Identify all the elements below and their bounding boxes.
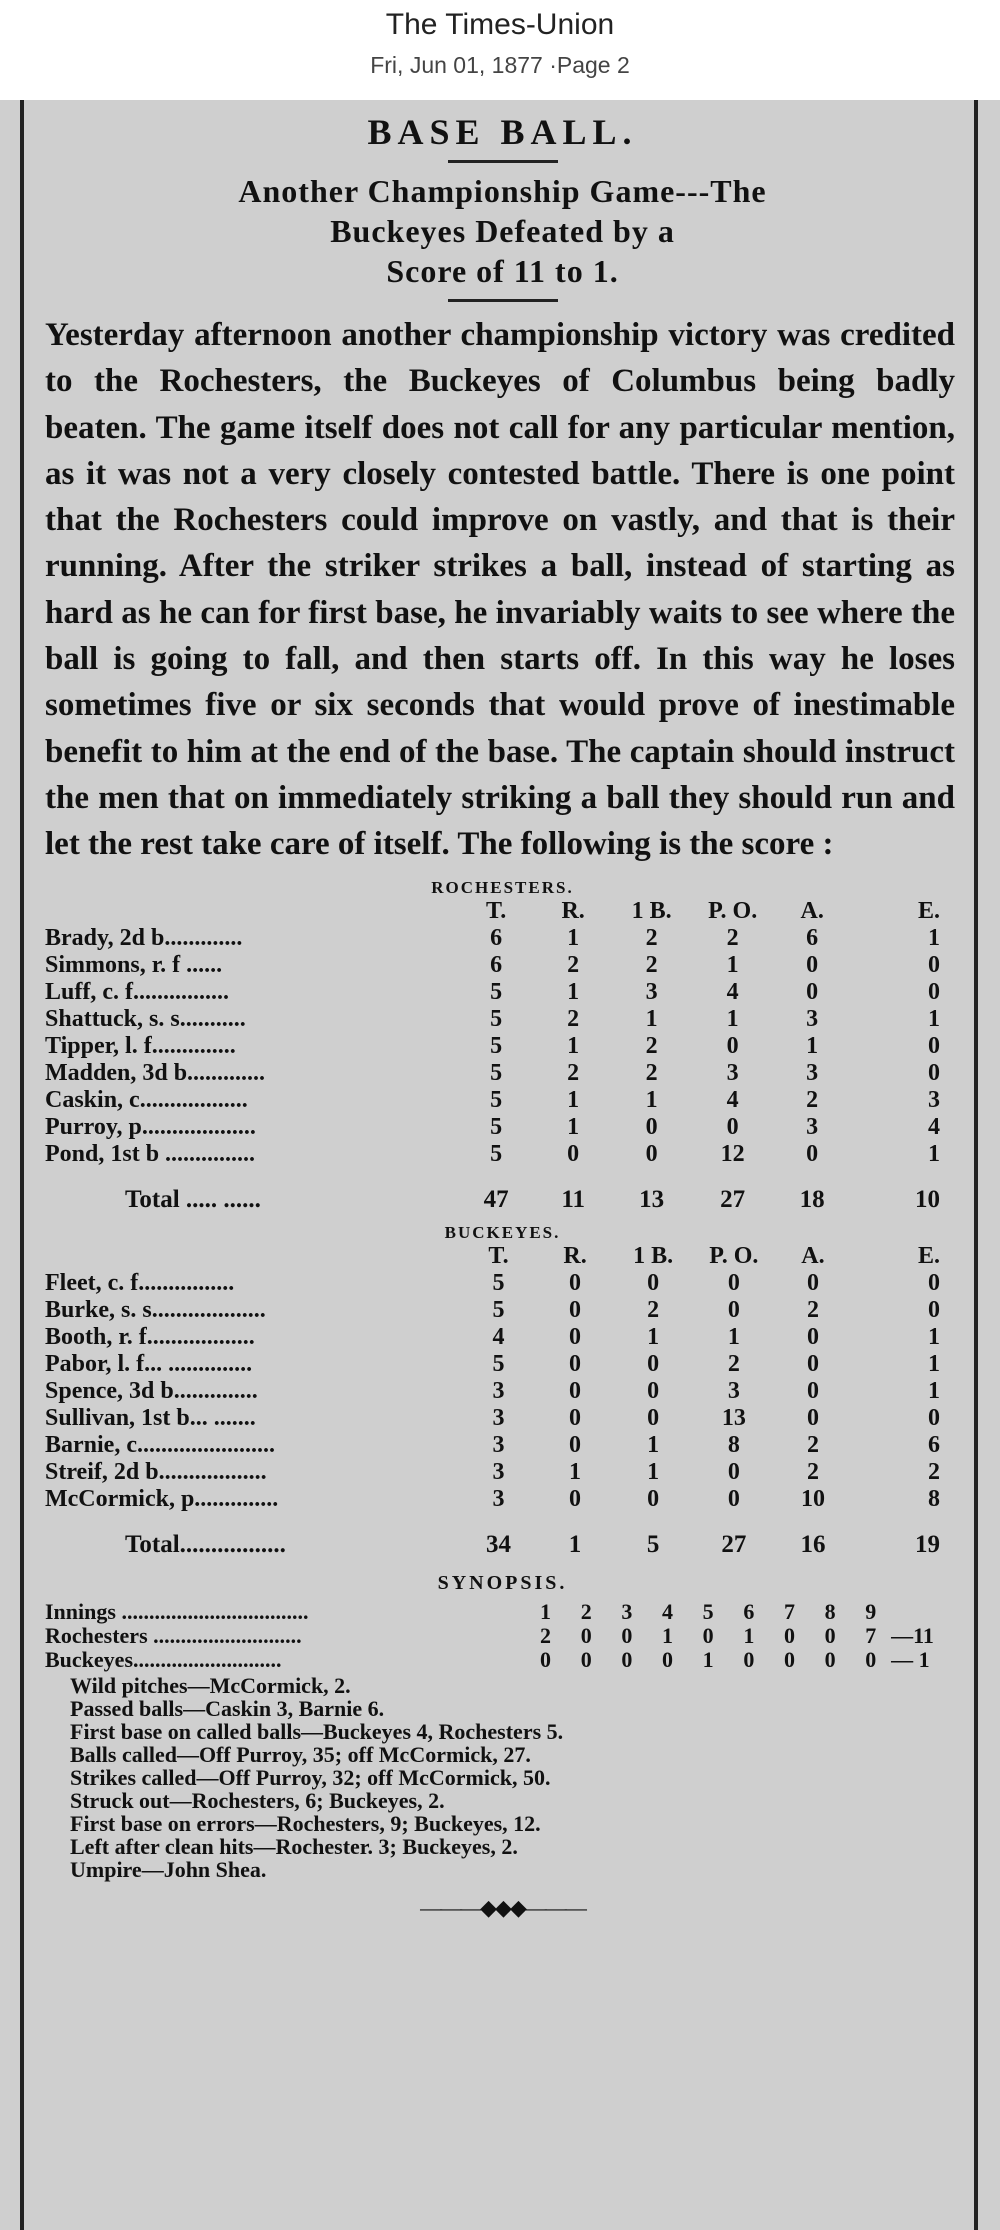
stat-cell: 0 (647, 1377, 660, 1404)
game-notes (45, 1674, 960, 1881)
stat-cell: 10 (800, 1485, 825, 1512)
stat-cell: 1 (567, 1086, 580, 1113)
inning-cell: 0 (621, 1646, 633, 1672)
inning-cell: 4 (662, 1598, 674, 1624)
stat-cell: 3 (492, 1377, 505, 1404)
ornament-divider: ———◆◆◆——— (420, 1894, 585, 1920)
innings-table (45, 1600, 960, 1672)
stat-cell: 3 (492, 1431, 505, 1458)
stat-cell: 1 (928, 924, 940, 951)
table-row (45, 1006, 960, 1033)
total-cell: 34 (486, 1530, 512, 1558)
inning-cell: 9 (865, 1598, 877, 1624)
stat-cell: 0 (727, 1458, 740, 1485)
deck-line: Another Championship Game---The (238, 173, 767, 209)
table-row (45, 1405, 960, 1432)
total-cell: 10 (915, 1185, 940, 1213)
stat-cell: 2 (567, 1005, 580, 1032)
article-column (45, 100, 960, 1921)
player-name: Brady, 2d b............. (45, 924, 243, 951)
buckeyes-heading: BUCKEYES. (444, 1222, 561, 1242)
rochesters-rows (45, 925, 960, 1168)
stat-cell: 2 (567, 1059, 580, 1086)
player-name: McCormick, p.............. (45, 1485, 279, 1512)
stat-cell: 5 (490, 1086, 503, 1113)
article-deck (45, 171, 960, 291)
table-row (45, 979, 960, 1006)
inning-cell: 0 (580, 1646, 592, 1672)
stat-cell: 0 (727, 1296, 740, 1323)
inning-cell: 0 (783, 1622, 795, 1648)
article-body: Yesterday afternoon another championship victory was credited to the Rochesters, the Buckeyes of Columbus being badly beaten. The game itself does not call for any particular mention, as it was not a very closely contested battle. There is one point that the Rochesters could improve on vastly, and that is their running. After the striker strikes a ball, instead of starting as hard as he can for first base, he invariably waits to see where the ball is going to fall, and then starts off. In this way he loses sometimes five or six seconds that would prove of inestimable benefit to him at the end of the base. The captain should instruct the men that on immediately striking a ball they should run and let the rest take care of itself. The following is the score : (45, 317, 955, 863)
inning-cell: 0 (824, 1622, 836, 1648)
stat-cell: 0 (806, 951, 819, 978)
stat-cell: 1 (928, 1323, 940, 1350)
stat-cell: 0 (806, 1377, 819, 1404)
stat-cell: 3 (492, 1485, 505, 1512)
col-header: E. (917, 897, 940, 924)
inning-cell: 6 (743, 1598, 755, 1624)
inning-cell: 0 (743, 1646, 755, 1672)
stat-cell: 2 (727, 1350, 740, 1377)
stat-cell: 1 (567, 1113, 580, 1140)
stat-cell: 12 (720, 1140, 745, 1167)
rochesters-total-row (45, 1168, 960, 1213)
stat-cell: 13 (721, 1404, 746, 1431)
stat-cell: 4 (726, 978, 739, 1005)
table-row (45, 1033, 960, 1060)
page-header (0, 0, 1000, 100)
stat-cell: 0 (928, 1032, 940, 1059)
box-header-row (45, 898, 960, 925)
table-row (45, 1459, 960, 1486)
total-cell: 1 (568, 1530, 582, 1558)
innings-total: —11 (891, 1622, 934, 1648)
col-header: P. O. (708, 897, 758, 924)
stat-cell: 0 (567, 1140, 580, 1167)
stat-cell: 2 (647, 1296, 660, 1323)
box-header-row (45, 1243, 960, 1270)
player-name: Caskin, c.................. (45, 1086, 248, 1113)
stat-cell: 3 (726, 1059, 739, 1086)
player-name: Sullivan, 1st b... ....... (45, 1404, 256, 1431)
inning-cell: 8 (824, 1598, 836, 1624)
stat-cell: 1 (726, 951, 739, 978)
stat-cell: 2 (806, 1458, 819, 1485)
stat-cell: 0 (806, 1350, 819, 1377)
stat-cell: 3 (492, 1404, 505, 1431)
table-row (45, 1087, 960, 1114)
col-header: 1 B. (631, 897, 672, 924)
table-row (45, 1486, 960, 1513)
stat-cell: 5 (490, 1005, 503, 1032)
stat-cell: 1 (928, 1140, 940, 1167)
stat-cell: 1 (727, 1323, 740, 1350)
deck-line: Buckeyes Defeated by a (330, 213, 675, 249)
rochesters-heading: ROCHESTERS. (431, 877, 574, 897)
stat-cell: 0 (806, 1140, 819, 1167)
player-name: Booth, r. f.................. (45, 1323, 255, 1350)
total-label: Total................. (125, 1530, 286, 1558)
stat-cell: 0 (806, 978, 819, 1005)
note-line: Strikes called—Off Purroy, 32; off McCormick, 50. (70, 1764, 551, 1790)
total-cell: 13 (639, 1185, 665, 1213)
table-row (45, 952, 960, 979)
column-rule-left (20, 100, 24, 2230)
inning-cell: 0 (865, 1646, 877, 1672)
note-line: Balls called—Off Purroy, 35; off McCormick, 27. (70, 1741, 531, 1767)
total-cell: 11 (561, 1185, 585, 1213)
col-header: E. (917, 1242, 940, 1269)
stat-cell: 1 (647, 1323, 660, 1350)
stat-cell: 5 (490, 1140, 503, 1167)
table-row (45, 1351, 960, 1378)
stat-cell: 0 (726, 1032, 739, 1059)
total-cell: 19 (915, 1530, 940, 1558)
rochesters-box-score (45, 898, 960, 1213)
table-row (45, 1114, 960, 1141)
stat-cell: 1 (645, 1086, 658, 1113)
total-cell: 5 (646, 1530, 660, 1558)
table-row (45, 1060, 960, 1087)
stat-cell: 2 (806, 1296, 819, 1323)
note-line: First base on called balls—Buckeyes 4, Rochesters 5. (70, 1718, 564, 1744)
stat-cell: 1 (647, 1431, 660, 1458)
stat-cell: 0 (928, 1059, 940, 1086)
stat-cell: 2 (567, 951, 580, 978)
stat-cell: 0 (928, 951, 940, 978)
innings-total (891, 1600, 960, 1624)
stat-cell: 5 (492, 1296, 505, 1323)
stat-cell: 3 (806, 1113, 819, 1140)
innings-label: Rochesters ........................... (45, 1622, 302, 1648)
total-cell: 16 (800, 1530, 826, 1558)
inning-cell: 2 (580, 1598, 592, 1624)
total-cell: 27 (721, 1530, 747, 1558)
innings-label: Innings .................................. (45, 1598, 309, 1624)
player-name: Simmons, r. f ...... (45, 951, 223, 978)
buckeyes-rows (45, 1270, 960, 1513)
stat-cell: 0 (569, 1404, 582, 1431)
headline-divider (448, 160, 558, 163)
note-line: Umpire—John Shea. (70, 1856, 267, 1882)
inning-cell: 7 (783, 1598, 795, 1624)
stat-cell: 3 (727, 1377, 740, 1404)
player-name: Purroy, p................... (45, 1113, 256, 1140)
stat-cell: 5 (490, 1059, 503, 1086)
col-header: 1 B. (633, 1242, 674, 1269)
stat-cell: 3 (645, 978, 658, 1005)
stat-cell: 2 (645, 1059, 658, 1086)
publication-date: Fri, Jun 01, 1877 ·Page 2 (370, 52, 630, 78)
player-name: Spence, 3d b.............. (45, 1377, 258, 1404)
inning-cell: 0 (662, 1646, 674, 1672)
player-name: Luff, c. f................ (45, 978, 229, 1005)
stat-cell: 2 (645, 924, 658, 951)
total-cell: 27 (720, 1185, 746, 1213)
col-header: T. (486, 897, 507, 924)
player-name: Pabor, l. f... .............. (45, 1350, 253, 1377)
stat-cell: 5 (490, 978, 503, 1005)
stat-cell: 0 (928, 1269, 940, 1296)
stat-cell: 6 (928, 1431, 940, 1458)
stat-cell: 1 (726, 1005, 739, 1032)
inning-cell: 7 (865, 1622, 877, 1648)
stat-cell: 0 (569, 1296, 582, 1323)
player-name: Streif, 2d b.................. (45, 1458, 267, 1485)
stat-cell: 8 (928, 1485, 940, 1512)
innings-row (45, 1624, 960, 1648)
stat-cell: 0 (928, 1296, 940, 1323)
publication-title: The Times-Union (385, 8, 615, 41)
stat-cell: 2 (928, 1458, 940, 1485)
col-header: R. (563, 1242, 587, 1269)
stat-cell: 0 (569, 1431, 582, 1458)
stat-cell: 0 (727, 1485, 740, 1512)
table-row (45, 1432, 960, 1459)
note-line: First base on errors—Rochesters, 9; Buckeyes, 12. (70, 1810, 541, 1836)
stat-cell: 5 (490, 1113, 503, 1140)
table-row (45, 925, 960, 952)
inning-cell: 3 (621, 1598, 633, 1624)
stat-cell: 0 (569, 1377, 582, 1404)
stat-cell: 6 (490, 951, 503, 978)
table-row (45, 1297, 960, 1324)
player-name: Burke, s. s................... (45, 1296, 266, 1323)
stat-cell: 2 (645, 1032, 658, 1059)
note-line: Left after clean hits—Rochester. 3; Buckeyes, 2. (70, 1833, 518, 1859)
stat-cell: 5 (492, 1350, 505, 1377)
stat-cell: 2 (806, 1431, 819, 1458)
synopsis-heading: SYNOPSIS. (437, 1571, 568, 1594)
stat-cell: 0 (928, 1404, 940, 1431)
stat-cell: 1 (567, 924, 580, 951)
stat-cell: 3 (806, 1059, 819, 1086)
stat-cell: 1 (567, 1032, 580, 1059)
stat-cell: 0 (727, 1269, 740, 1296)
stat-cell: 2 (806, 1086, 819, 1113)
stat-cell: 1 (806, 1032, 819, 1059)
stat-cell: 0 (928, 978, 940, 1005)
stat-cell: 5 (492, 1269, 505, 1296)
inning-cell: 0 (540, 1646, 552, 1672)
inning-cell: 0 (824, 1646, 836, 1672)
stat-cell: 0 (647, 1485, 660, 1512)
stat-cell: 0 (806, 1404, 819, 1431)
stat-cell: 1 (928, 1005, 940, 1032)
col-header: P. O. (709, 1242, 759, 1269)
inning-cell: 5 (702, 1598, 714, 1624)
stat-cell: 3 (928, 1086, 940, 1113)
inning-cell: 0 (783, 1646, 795, 1672)
innings-row (45, 1648, 960, 1672)
inning-cell: 1 (662, 1622, 674, 1648)
deck-line: Score of 11 to 1. (386, 253, 619, 289)
stat-cell: 4 (492, 1323, 505, 1350)
stat-cell: 1 (928, 1377, 940, 1404)
stat-cell: 3 (492, 1458, 505, 1485)
stat-cell: 1 (645, 1005, 658, 1032)
inning-cell: 1 (743, 1622, 755, 1648)
inning-cell: 2 (540, 1622, 552, 1648)
table-row (45, 1270, 960, 1297)
note-line: Struck out—Rochesters, 6; Buckeyes, 2. (70, 1787, 445, 1813)
note-line: Passed balls—Caskin 3, Barnie 6. (70, 1695, 385, 1721)
stat-cell: 5 (490, 1032, 503, 1059)
player-name: Barnie, c....................... (45, 1431, 275, 1458)
stat-cell: 0 (806, 1323, 819, 1350)
stat-cell: 3 (806, 1005, 819, 1032)
stat-cell: 1 (569, 1458, 582, 1485)
player-name: Pond, 1st b ............... (45, 1140, 256, 1167)
stat-cell: 8 (727, 1431, 740, 1458)
stat-cell: 0 (647, 1350, 660, 1377)
buckeyes-box-score (45, 1243, 960, 1558)
stat-cell: 4 (726, 1086, 739, 1113)
inning-cell: 1 (702, 1646, 714, 1672)
total-label: Total ..... ...... (125, 1185, 261, 1213)
inning-cell: 0 (702, 1622, 714, 1648)
stat-cell: 1 (567, 978, 580, 1005)
stat-cell: 4 (928, 1113, 940, 1140)
innings-label: Buckeyes........................... (45, 1646, 282, 1672)
col-header: R. (561, 897, 585, 924)
stat-cell: 6 (806, 924, 819, 951)
col-header: A. (800, 897, 824, 924)
stat-cell: 0 (569, 1485, 582, 1512)
stat-cell: 0 (645, 1113, 658, 1140)
stat-cell: 1 (647, 1458, 660, 1485)
table-row (45, 1378, 960, 1405)
player-name: Tipper, l. f.............. (45, 1032, 236, 1059)
innings-row (45, 1600, 960, 1624)
note-line: Wild pitches—McCormick, 2. (70, 1672, 351, 1698)
player-name: Fleet, c. f................ (45, 1269, 235, 1296)
stat-cell: 0 (647, 1404, 660, 1431)
player-name: Madden, 3d b............. (45, 1059, 266, 1086)
stat-cell: 0 (569, 1323, 582, 1350)
stat-cell: 0 (647, 1269, 660, 1296)
table-row (45, 1141, 960, 1168)
col-header: T. (488, 1242, 509, 1269)
newspaper-clipping (0, 100, 1000, 2230)
buckeyes-total-row (45, 1513, 960, 1558)
inning-cell: 0 (621, 1622, 633, 1648)
article-headline: BASE BALL. (367, 112, 638, 152)
inning-cell: 0 (580, 1622, 592, 1648)
inning-cell: 1 (540, 1598, 552, 1624)
innings-total: — 1 (891, 1646, 930, 1672)
stat-cell: 6 (490, 924, 503, 951)
total-cell: 47 (483, 1185, 509, 1213)
deck-divider (448, 299, 558, 302)
stat-cell: 2 (645, 951, 658, 978)
stat-cell: 2 (726, 924, 739, 951)
stat-cell: 0 (726, 1113, 739, 1140)
column-rule-right (974, 100, 978, 2230)
stat-cell: 0 (645, 1140, 658, 1167)
stat-cell: 0 (569, 1350, 582, 1377)
stat-cell: 0 (806, 1269, 819, 1296)
table-row (45, 1324, 960, 1351)
stat-cell: 0 (569, 1269, 582, 1296)
player-name: Shattuck, s. s........... (45, 1005, 246, 1032)
total-cell: 18 (799, 1185, 825, 1213)
stat-cell: 1 (928, 1350, 940, 1377)
col-header: A. (801, 1242, 825, 1269)
